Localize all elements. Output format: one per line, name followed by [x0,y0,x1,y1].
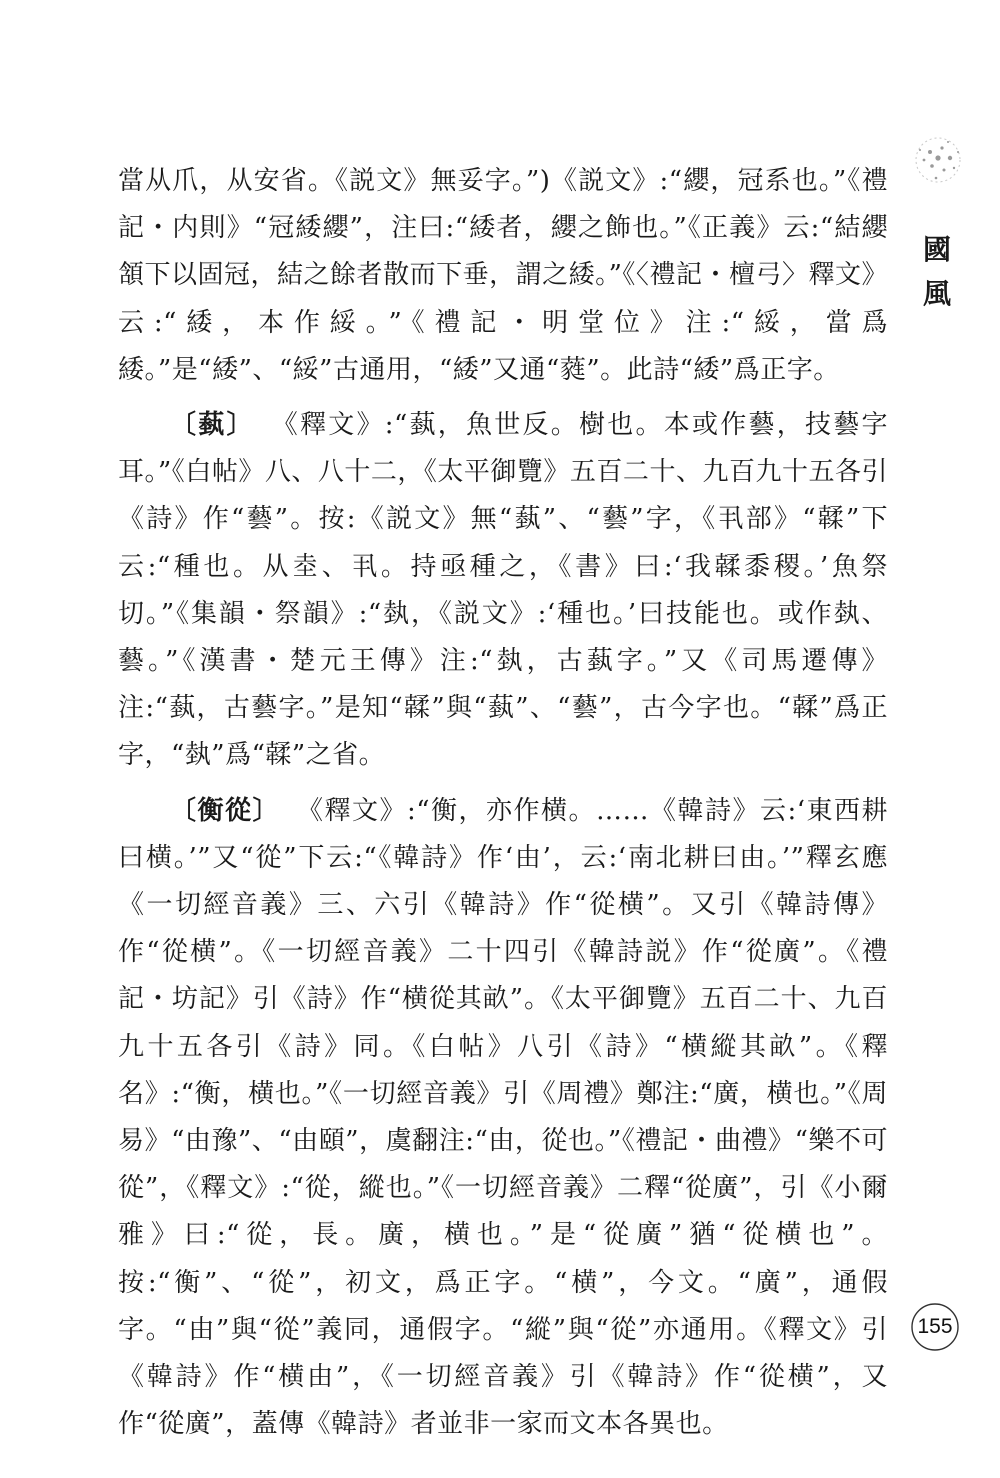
entry-yi-body: 《釋文》:“蓺，魚世反。樹也。本或作藝，技藝字耳。”《白帖》八、八十二，《太平御覽》五百二十、九百九十五各引《詩》作“藝”。按:《説文》無“蓺”、“藝”字，《丮部》“䂋”下云:“種也。从坴、丮。持亟種之，《書》曰:‘我䂋黍稷。’魚祭切。”《集韻・祭韻》:“埶，《説文》:‘種也。’曰技能也。或作埶、藝。”《漢書・楚元王傳》注:“埶，古蓺字。”又《司馬遷傳》注:“蓺，古藝字。”是知“䂋”與“蓺”、“藝”，古今字也。“䂋”爲正字，“埶”爲“䂋”之省。 [118,410,888,771]
entry-yi [118,402,888,780]
page-number [910,1302,960,1352]
entry-hengcong-headword: 〔衡從〕 [170,795,280,826]
main-text [118,158,888,1452]
paragraph-continuation: 當从爪，从安省。《説文》無妥字。”)《説文》:“纓，冠系也。”《禮記・内則》“冠緌纓”，注曰:“緌者，纓之飾也。”《正義》云:“結纓頷下以固冠，結之餘者散而下垂，謂之緌。”《〈禮記・檀弓〉釋文》云:“緌，本作綏。”《禮記・明堂位》注:“綏，當爲緌。”是“緌”、“綏”古通用，“緌”又通“蕤”。此詩“緌”爲正字。 [118,166,888,385]
side-section-title [922,228,952,316]
entry-hengcong-body: 《釋文》:“衡，亦作横。……《韓詩》云:‘東西耕曰横。’”又“從”下云:“《韓詩》作‘由’，云:‘南北耕曰由。’”釋玄應《一切經音義》三、六引《韓詩》作“從横”。又引《韓詩傳》作“從横”。《一切經音義》二十四引《韓詩説》作“從廣”。《禮記・坊記》引《詩》作“横從其畝”。《太平御覽》五百二十、九百九十五各引《詩》同。《白帖》八引《詩》“横縱其畝”。《釋名》:“衡，横也。”《一切經音義》引《周禮》鄭注:“廣，横也。”《周易》“由豫”、“由頤”，虞翻注:“由，從也。”《禮記・曲禮》“樂不可從”，《釋文》:“從，縱也。”《一切經音義》二釋“從廣”，引《小爾雅》曰:“從，長。廣，横也。”是“從廣”猶“從横也”。按:“衡”、“從”，初文，爲正字。“横”，今文。“廣”，通假字。“由”與“從”義同，通假字。“縱”與“從”亦通用。《釋文》引《韓詩》作“横由”，《一切經音義》引《韓詩》作“從横”，又作“從廣”，蓋傳《韓詩》者並非一家而文本各異也。 [118,795,888,1440]
page-number-label: 155 [917,1315,953,1338]
side-title-char-1: 國 [922,233,951,266]
seal-ornament [902,130,974,194]
entry-hengcong [118,788,888,1449]
side-title-char-2: 風 [922,277,951,310]
entry-yi-headword: 〔蓺〕 [170,410,255,441]
